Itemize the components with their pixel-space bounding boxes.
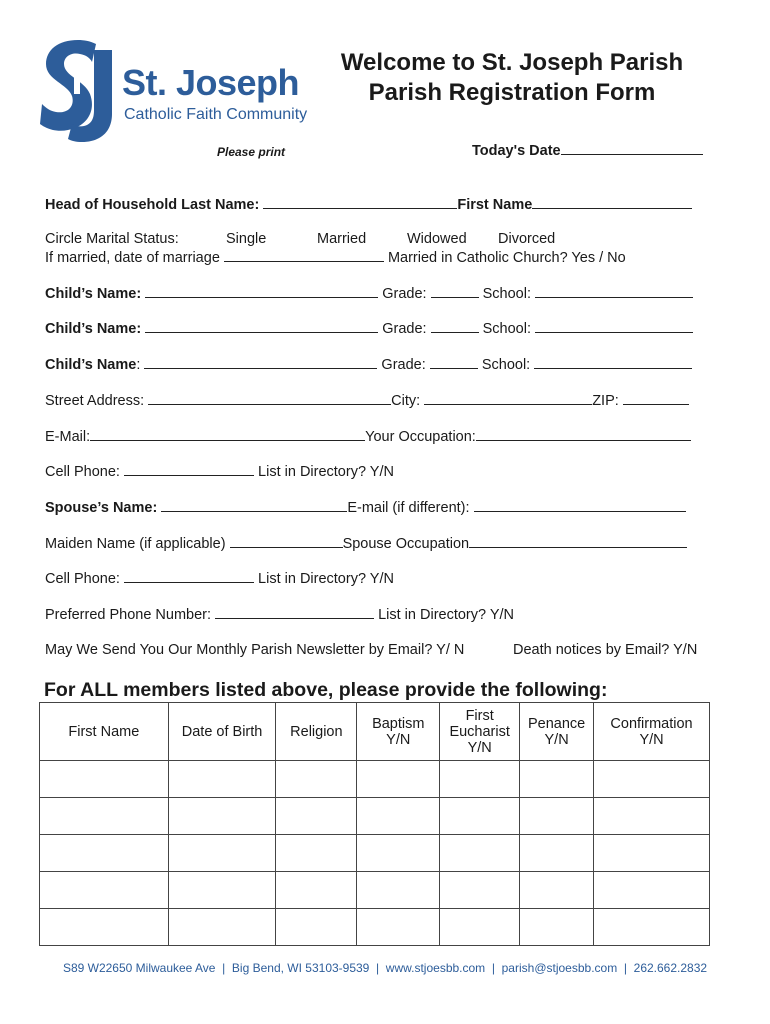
table-cell[interactable] bbox=[440, 798, 520, 835]
table-cell[interactable] bbox=[357, 872, 440, 909]
occupation-field[interactable] bbox=[476, 428, 691, 441]
table-cell[interactable] bbox=[40, 909, 169, 946]
table-cell[interactable] bbox=[276, 798, 357, 835]
col-first-eucharist: First Eucharist Y/N bbox=[440, 703, 520, 761]
col-confirmation: Confirmation Y/N bbox=[594, 703, 710, 761]
last-name-field[interactable] bbox=[263, 196, 457, 209]
street-label: Street Address: bbox=[45, 393, 145, 409]
grade-field[interactable] bbox=[431, 285, 479, 298]
street-field[interactable] bbox=[148, 392, 391, 405]
child-name-label: Child’s Name: bbox=[45, 321, 142, 337]
city-field[interactable] bbox=[424, 392, 592, 405]
logo-tagline: Catholic Faith Community bbox=[124, 106, 308, 123]
preferred-phone-row bbox=[45, 606, 514, 623]
table-cell[interactable] bbox=[520, 761, 594, 798]
todays-date-field[interactable] bbox=[561, 142, 703, 155]
death-notices-question: Death notices by Email? Y/N bbox=[513, 642, 698, 658]
table-row bbox=[40, 872, 710, 909]
marriage-date-row bbox=[45, 249, 626, 266]
parish-logo bbox=[38, 36, 308, 146]
school-field[interactable] bbox=[534, 356, 692, 369]
child-row-3 bbox=[45, 356, 692, 373]
zip-label: ZIP: bbox=[592, 393, 619, 409]
table-cell[interactable] bbox=[357, 798, 440, 835]
marriage-date-field[interactable] bbox=[224, 249, 384, 262]
table-cell[interactable] bbox=[40, 872, 169, 909]
directory-label: List in Directory? Y/N bbox=[258, 571, 394, 587]
marriage-date-label: If married, date of marriage bbox=[45, 250, 220, 266]
child-name-label: Child’s Name bbox=[45, 357, 137, 373]
spouse-occupation-field[interactable] bbox=[469, 535, 687, 548]
table-row bbox=[40, 761, 710, 798]
grade-field[interactable] bbox=[431, 320, 479, 333]
table-cell[interactable] bbox=[440, 872, 520, 909]
email-label: E-Mail: bbox=[45, 429, 91, 445]
child-name-field[interactable] bbox=[144, 356, 377, 369]
child-name-label: Child’s Name: bbox=[45, 286, 142, 302]
child-name-field[interactable] bbox=[145, 320, 378, 333]
spouse-name-label: Spouse’s Name: bbox=[45, 500, 158, 516]
table-cell[interactable] bbox=[357, 761, 440, 798]
table-cell[interactable] bbox=[594, 872, 710, 909]
spouse-email-field[interactable] bbox=[474, 499, 686, 512]
table-cell[interactable] bbox=[276, 872, 357, 909]
school-label: School: bbox=[481, 357, 531, 373]
cell-phone-label: Cell Phone: bbox=[45, 464, 120, 480]
sj-monogram-icon bbox=[38, 36, 118, 144]
col-penance: Penance Y/N bbox=[520, 703, 594, 761]
footer-contact: S89 W22650 Milwaukee Ave | Big Bend, WI 53103-9539 | www.stjoesbb.com | parish@stjoesbb.com | 262.662.2832 bbox=[62, 961, 708, 975]
table-cell[interactable] bbox=[440, 761, 520, 798]
table-cell[interactable] bbox=[520, 835, 594, 872]
table-cell[interactable] bbox=[168, 761, 276, 798]
cell-phone-row bbox=[45, 463, 394, 480]
spouse-name-field[interactable] bbox=[161, 499, 347, 512]
spouse-occupation-label: Spouse Occupation bbox=[342, 536, 470, 552]
grade-label: Grade: bbox=[382, 286, 427, 302]
table-cell[interactable] bbox=[168, 909, 276, 946]
grade-field[interactable] bbox=[430, 356, 478, 369]
spouse-email-label: E-mail (if different): bbox=[347, 500, 470, 516]
cell-phone-label: Cell Phone: bbox=[45, 571, 120, 587]
table-cell[interactable] bbox=[357, 909, 440, 946]
cell-phone-field[interactable] bbox=[124, 570, 254, 583]
table-cell[interactable] bbox=[594, 909, 710, 946]
maiden-row bbox=[45, 535, 687, 552]
table-cell[interactable] bbox=[594, 761, 710, 798]
table-row bbox=[40, 835, 710, 872]
marital-widowed[interactable]: Widowed bbox=[407, 231, 467, 247]
email-row bbox=[45, 428, 691, 445]
directory-label: List in Directory? Y/N bbox=[258, 464, 394, 480]
catholic-church-label: Married in Catholic Church? Yes / No bbox=[387, 250, 626, 266]
todays-date-text: Today's Date bbox=[472, 143, 561, 159]
table-cell[interactable] bbox=[168, 872, 276, 909]
child-name-colon: : bbox=[136, 357, 141, 373]
school-field[interactable] bbox=[535, 285, 693, 298]
table-cell[interactable] bbox=[520, 798, 594, 835]
logo-name: St. Joseph bbox=[122, 62, 300, 103]
col-first-name: First Name bbox=[40, 703, 169, 761]
grade-label: Grade: bbox=[382, 321, 427, 337]
child-name-field[interactable] bbox=[145, 285, 378, 298]
table-cell[interactable] bbox=[40, 835, 169, 872]
marital-divorced[interactable]: Divorced bbox=[498, 231, 556, 247]
marital-label: Circle Marital Status: bbox=[45, 231, 179, 247]
col-religion: Religion bbox=[276, 703, 357, 761]
city-label: City: bbox=[391, 393, 421, 409]
first-name-label: First Name bbox=[457, 197, 533, 213]
preferred-phone-label: Preferred Phone Number: bbox=[45, 607, 212, 623]
directory-label: List in Directory? Y/N bbox=[378, 607, 515, 623]
table-cell[interactable] bbox=[520, 909, 594, 946]
preferred-phone-field[interactable] bbox=[215, 606, 374, 619]
form-title-line1: Welcome to St. Joseph Parish bbox=[340, 49, 684, 76]
zip-field[interactable] bbox=[623, 392, 689, 405]
child-row-2 bbox=[45, 320, 693, 337]
spouse-row bbox=[45, 499, 686, 516]
form-title-line2: Parish Registration Form bbox=[368, 79, 656, 106]
table-cell[interactable] bbox=[168, 835, 276, 872]
members-table bbox=[39, 702, 710, 946]
occupation-label: Your Occupation: bbox=[365, 429, 476, 445]
maiden-name-label: Maiden Name (if applicable) bbox=[45, 536, 226, 552]
email-field[interactable] bbox=[90, 428, 365, 441]
col-baptism: Baptism Y/N bbox=[357, 703, 440, 761]
first-name-field[interactable] bbox=[532, 196, 692, 209]
school-label: School: bbox=[482, 321, 531, 337]
school-label: School: bbox=[482, 286, 531, 302]
todays-date-label bbox=[472, 142, 703, 159]
table-cell[interactable] bbox=[276, 909, 357, 946]
table-cell[interactable] bbox=[276, 761, 357, 798]
child-row-1 bbox=[45, 285, 693, 302]
table-cell[interactable] bbox=[520, 872, 594, 909]
school-field[interactable] bbox=[535, 320, 693, 333]
cell-phone-field[interactable] bbox=[124, 463, 254, 476]
last-name-label: Head of Household Last Name: bbox=[45, 197, 260, 213]
grade-label: Grade: bbox=[381, 357, 426, 373]
table-row bbox=[40, 909, 710, 946]
household-row bbox=[45, 196, 692, 213]
members-heading: For ALL members listed above, please provide the following: bbox=[44, 679, 608, 701]
table-cell[interactable] bbox=[40, 761, 169, 798]
table-cell[interactable] bbox=[40, 798, 169, 835]
address-row bbox=[45, 392, 689, 409]
table-cell[interactable] bbox=[168, 798, 276, 835]
table-row bbox=[40, 798, 710, 835]
table-cell[interactable] bbox=[594, 798, 710, 835]
table-cell[interactable] bbox=[440, 835, 520, 872]
table-cell[interactable] bbox=[357, 835, 440, 872]
members-table-header bbox=[40, 703, 710, 761]
table-cell[interactable] bbox=[276, 835, 357, 872]
newsletter-question: May We Send You Our Monthly Parish Newsletter by Email? Y/ N bbox=[45, 642, 465, 658]
please-print-note: Please print bbox=[217, 145, 286, 159]
marital-married[interactable]: Married bbox=[317, 231, 367, 247]
marital-single[interactable]: Single bbox=[226, 231, 267, 247]
spouse-cell-phone-row bbox=[45, 570, 394, 587]
maiden-name-field[interactable] bbox=[230, 535, 343, 548]
table-cell[interactable] bbox=[440, 909, 520, 946]
col-date-of-birth: Date of Birth bbox=[168, 703, 276, 761]
table-cell[interactable] bbox=[594, 835, 710, 872]
